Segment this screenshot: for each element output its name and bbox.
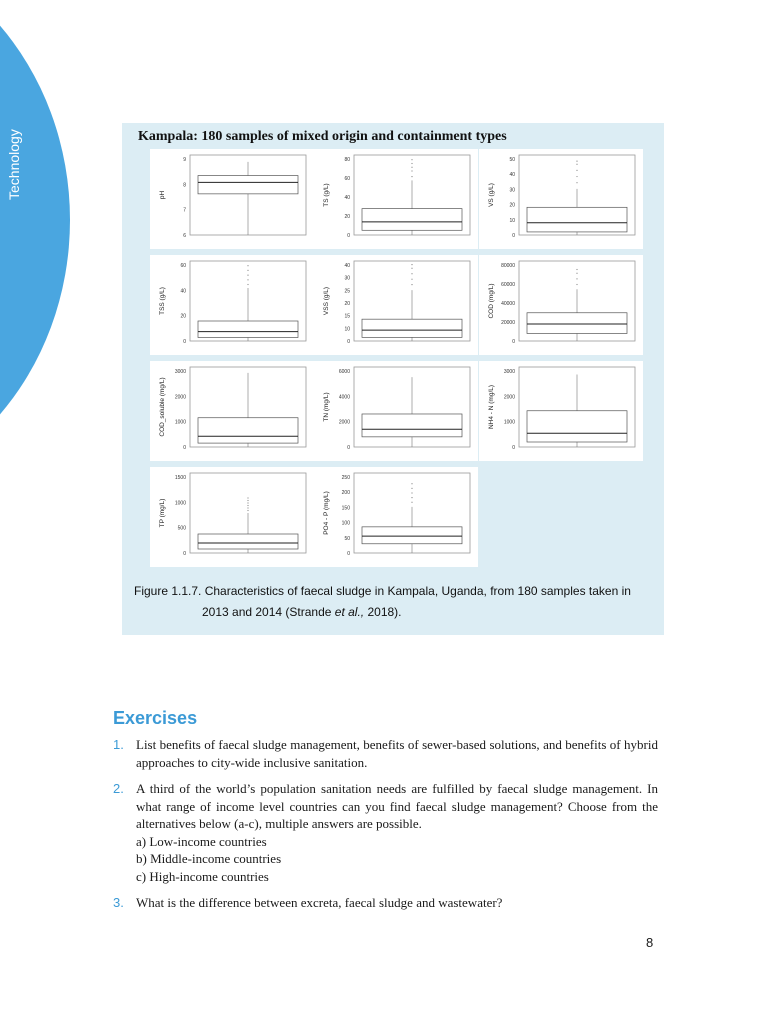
y-tick-label: 20 bbox=[344, 301, 350, 307]
box-iqr bbox=[198, 176, 298, 194]
y-tick-label: 25 bbox=[344, 288, 350, 295]
outlier-point bbox=[411, 268, 412, 269]
exercise-number: 3. bbox=[113, 895, 124, 910]
outlier-point bbox=[411, 176, 412, 177]
y-tick-label: 0 bbox=[512, 233, 515, 239]
boxplot-svg bbox=[314, 361, 478, 461]
y-tick-label: 0 bbox=[347, 551, 350, 557]
exercise-text: What is the difference between excreta, faecal sludge and wastewater? bbox=[136, 895, 503, 910]
y-axis-label: pH bbox=[159, 190, 166, 200]
y-tick-label: 0 bbox=[512, 445, 515, 451]
outlier-point bbox=[576, 170, 577, 171]
outlier-point bbox=[411, 159, 412, 160]
y-axis-label: PO4 - P (mg/L) bbox=[323, 491, 330, 535]
y-tick-label: 250 bbox=[341, 475, 350, 481]
y-tick-label: 150 bbox=[341, 505, 350, 512]
exercise-item bbox=[113, 780, 658, 885]
boxplot-panel bbox=[314, 361, 478, 461]
outlier-point bbox=[247, 284, 248, 285]
outlier-point bbox=[247, 507, 248, 508]
outlier-point bbox=[576, 284, 577, 285]
y-tick-label: 3000 bbox=[174, 369, 186, 375]
exercise-item bbox=[113, 736, 658, 771]
y-tick-label: 0 bbox=[347, 233, 350, 239]
y-tick-label: 60000 bbox=[501, 282, 515, 288]
boxplot-panel bbox=[479, 255, 643, 355]
box-iqr bbox=[362, 209, 462, 231]
y-tick-label: 0 bbox=[347, 445, 350, 451]
boxplot-panel bbox=[314, 255, 478, 355]
caption-line-2 bbox=[134, 602, 654, 623]
y-tick-label: 8 bbox=[183, 182, 186, 189]
side-tab-label: Technology bbox=[6, 129, 22, 200]
box-iqr bbox=[362, 319, 462, 337]
outlier-point bbox=[411, 264, 412, 265]
outlier-point bbox=[247, 265, 248, 266]
exercise-option: b) Middle-income countries bbox=[136, 851, 282, 866]
y-tick-label: 1500 bbox=[174, 475, 186, 481]
box-iqr bbox=[527, 411, 627, 442]
exercise-text: A third of the world’s population sanitation needs are fulfilled by faecal sludge management. In what range of income level countries can you find faecal sludge management? Choose from the alternatives below (a-c), multiple answers are possible. bbox=[136, 781, 658, 831]
boxplot-svg bbox=[150, 255, 314, 355]
y-axis-label: COD_soluble (mg/L) bbox=[159, 377, 166, 437]
boxplot-svg bbox=[479, 361, 643, 461]
y-tick-label: 3000 bbox=[503, 369, 515, 375]
y-tick-label: 20 bbox=[344, 214, 350, 220]
boxplot-panel bbox=[150, 361, 314, 461]
outlier-point bbox=[411, 497, 412, 498]
y-tick-label: 7 bbox=[183, 207, 186, 214]
y-axis-label: VS (g/L) bbox=[488, 183, 495, 207]
boxplot-panel bbox=[314, 467, 478, 567]
outlier-point bbox=[576, 182, 577, 183]
figure-caption bbox=[134, 581, 654, 623]
y-tick-label: 80000 bbox=[501, 263, 515, 269]
box-iqr bbox=[362, 527, 462, 544]
y-tick-label: 1000 bbox=[174, 419, 186, 426]
outlier-point bbox=[247, 502, 248, 503]
y-tick-label: 100 bbox=[341, 520, 350, 527]
y-tick-label: 20000 bbox=[501, 320, 515, 326]
y-tick-label: 1000 bbox=[174, 500, 186, 507]
figure-container bbox=[122, 123, 664, 635]
boxplot-panel bbox=[314, 149, 478, 249]
outlier-point bbox=[411, 279, 412, 280]
outlier-point bbox=[247, 505, 248, 506]
y-tick-label: 2000 bbox=[503, 394, 515, 401]
y-tick-label: 60 bbox=[180, 263, 186, 269]
caption-line-1: Figure 1.1.7. Characteristics of faecal sludge in Kampala, Uganda, from 180 samples taken in bbox=[134, 584, 631, 598]
caption-line-2-em: et al., bbox=[334, 605, 365, 619]
boxplot-panel bbox=[479, 361, 643, 461]
exercises-list bbox=[113, 736, 658, 921]
y-tick-label: 30 bbox=[509, 187, 515, 194]
boxplot-svg bbox=[479, 255, 643, 355]
outlier-point bbox=[411, 167, 412, 168]
outlier-point bbox=[247, 497, 248, 498]
boxplot-svg bbox=[314, 255, 478, 355]
exercise-option: c) High-income countries bbox=[136, 868, 269, 884]
y-axis-label: COD (mg/L) bbox=[488, 283, 495, 319]
boxplot-panel bbox=[479, 149, 643, 249]
y-axis-label: NH4 - N (mg/L) bbox=[488, 384, 495, 430]
y-tick-label: 9 bbox=[183, 157, 186, 163]
exercise-number: 2. bbox=[113, 781, 124, 796]
box-iqr bbox=[527, 313, 627, 334]
outlier-point bbox=[247, 270, 248, 271]
y-tick-label: 80 bbox=[344, 157, 350, 163]
boxplot-svg bbox=[314, 149, 478, 249]
y-tick-label: 0 bbox=[512, 339, 515, 345]
outlier-point bbox=[411, 284, 412, 285]
outlier-point bbox=[411, 488, 412, 489]
boxplot-svg bbox=[150, 149, 314, 249]
y-tick-label: 40 bbox=[344, 195, 350, 201]
exercise-number: 1. bbox=[113, 737, 124, 752]
outlier-point bbox=[576, 176, 577, 177]
side-tab-arc bbox=[0, 0, 70, 500]
y-tick-label: 2000 bbox=[174, 394, 186, 401]
y-tick-label: 30 bbox=[344, 275, 350, 282]
y-tick-label: 200 bbox=[341, 490, 350, 497]
y-axis-label: TN (mg/L) bbox=[323, 392, 330, 422]
y-tick-label: 40000 bbox=[501, 301, 515, 307]
outlier-point bbox=[576, 161, 577, 162]
y-tick-label: 0 bbox=[183, 339, 186, 345]
y-tick-label: 20 bbox=[509, 202, 515, 209]
y-tick-label: 6000 bbox=[338, 369, 350, 375]
y-tick-label: 6 bbox=[183, 233, 186, 239]
y-tick-label: 50 bbox=[509, 157, 515, 163]
exercise-option: a) Low-income countries bbox=[136, 833, 267, 849]
outlier-point bbox=[576, 273, 577, 274]
outlier-point bbox=[247, 500, 248, 501]
y-tick-label: 60 bbox=[344, 176, 350, 182]
box-iqr bbox=[198, 418, 298, 443]
outlier-point bbox=[411, 163, 412, 164]
outlier-point bbox=[576, 269, 577, 270]
y-tick-label: 0 bbox=[347, 339, 350, 345]
outlier-point bbox=[247, 510, 248, 511]
boxplot-svg bbox=[150, 467, 314, 567]
boxplot-panel bbox=[150, 467, 314, 567]
y-axis-label: TP (mg/L) bbox=[159, 498, 166, 528]
boxplot-svg bbox=[314, 467, 478, 567]
y-tick-label: 2000 bbox=[338, 419, 350, 426]
exercises-heading: Exercises bbox=[113, 708, 198, 728]
outlier-point bbox=[247, 275, 248, 276]
exercise-text: List benefits of faecal sludge management, benefits of sewer-based solutions, and benefits of hybrid approaches to city-wide inclusive sanitation. bbox=[136, 737, 658, 770]
y-tick-label: 4000 bbox=[338, 394, 350, 401]
boxplot-panel bbox=[150, 149, 314, 249]
outlier-point bbox=[411, 492, 412, 493]
boxplot-panel bbox=[150, 255, 314, 355]
y-tick-label: 50 bbox=[344, 535, 350, 542]
y-tick-label: 10 bbox=[509, 217, 515, 224]
y-axis-label: TSS (g/L) bbox=[159, 287, 166, 315]
y-tick-label: 0 bbox=[183, 551, 186, 557]
y-tick-label: 0 bbox=[183, 445, 186, 451]
exercise-item bbox=[113, 894, 658, 912]
outlier-point bbox=[411, 273, 412, 274]
outlier-point bbox=[247, 279, 248, 280]
caption-line-2-pre: 2013 and 2014 (Strande bbox=[202, 605, 335, 619]
y-tick-label: 20 bbox=[180, 313, 186, 320]
box-iqr bbox=[198, 534, 298, 549]
outlier-point bbox=[576, 278, 577, 279]
outlier-point bbox=[576, 164, 577, 165]
y-tick-label: 500 bbox=[177, 525, 186, 532]
figure-title: Kampala: 180 samples of mixed origin and containment types bbox=[138, 129, 507, 144]
y-tick-label: 40 bbox=[180, 288, 186, 295]
y-tick-label: 10 bbox=[344, 326, 350, 333]
y-tick-label: 40 bbox=[344, 263, 350, 269]
outlier-point bbox=[411, 170, 412, 171]
boxplot-svg bbox=[150, 361, 314, 461]
page-number: 8 bbox=[646, 935, 654, 950]
outlier-point bbox=[411, 483, 412, 484]
y-tick-label: 40 bbox=[509, 172, 515, 179]
box-iqr bbox=[362, 414, 462, 437]
y-axis-label: VSS (g/L) bbox=[323, 286, 330, 316]
boxplot-svg bbox=[479, 149, 643, 249]
caption-line-2-post: 2018). bbox=[364, 605, 402, 619]
y-axis-label: TS (g/L) bbox=[323, 183, 330, 207]
outlier-point bbox=[411, 502, 412, 503]
box-iqr bbox=[198, 321, 298, 337]
box-iqr bbox=[527, 207, 627, 232]
y-tick-label: 15 bbox=[344, 313, 350, 320]
y-tick-label: 1000 bbox=[503, 419, 515, 426]
